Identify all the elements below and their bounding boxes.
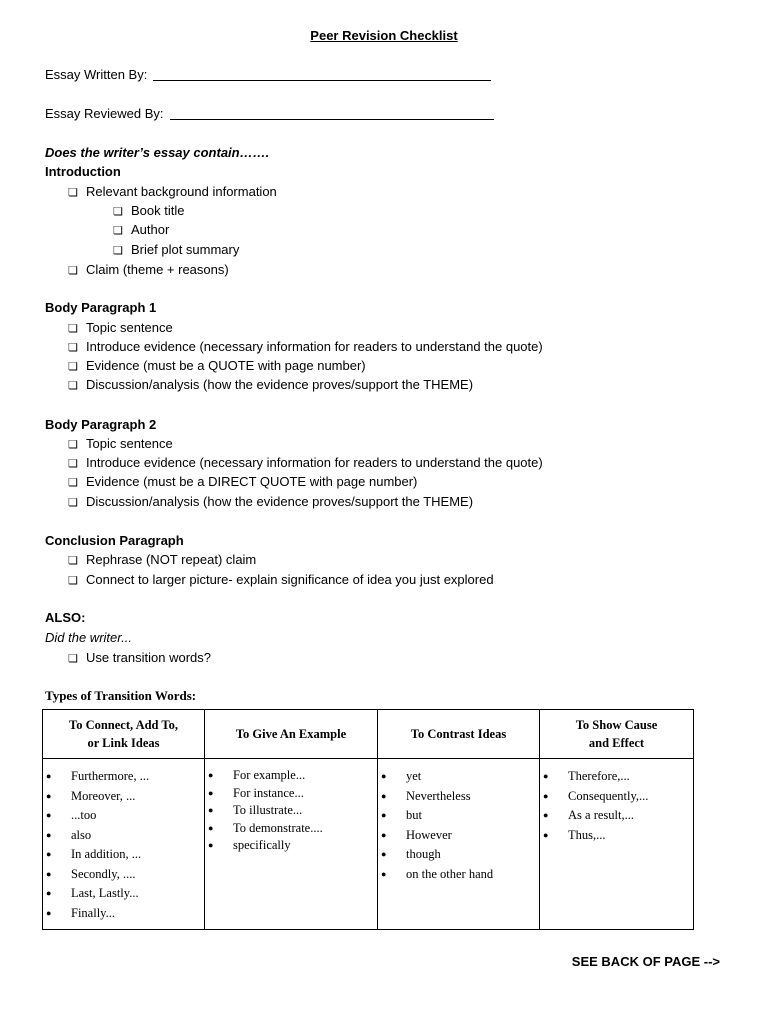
conclusion-heading: Conclusion Paragraph (45, 533, 184, 548)
written-by-field (45, 67, 491, 82)
checklist-item[interactable]: ❏ Discussion/analysis (how the evidence proves/support the THEME) (68, 494, 474, 509)
checkbox-icon[interactable]: ❏ (68, 653, 78, 665)
checklist-item[interactable]: ❏ Evidence (must be a DIRECT QUOTE with page number) (68, 474, 418, 489)
checkbox-icon[interactable]: ❏ (68, 323, 78, 335)
reviewed-by-field (45, 106, 494, 121)
checkbox-icon[interactable]: ❏ (113, 245, 123, 257)
checkbox-icon[interactable]: ❏ (68, 342, 78, 354)
checklist-item[interactable]: ❏ Topic sentence (68, 436, 173, 451)
list-item: ● To demonstrate.... (233, 820, 377, 838)
list-item: ● Furthermore, ... (71, 767, 204, 787)
checkbox-icon[interactable]: ❏ (68, 555, 78, 567)
column-header-connect: To Connect, Add To, or Link Ideas (43, 710, 205, 759)
body2-heading: Body Paragraph 2 (45, 417, 157, 432)
contrast-words-cell (378, 759, 540, 930)
checkbox-icon[interactable]: ❏ (68, 575, 78, 587)
checkbox-icon[interactable]: ❏ (68, 187, 78, 199)
list-item: ● ...too (71, 806, 204, 826)
checkbox-icon[interactable]: ❏ (68, 477, 78, 489)
list-item: ● though (406, 845, 539, 865)
checkbox-icon[interactable]: ❏ (68, 265, 78, 277)
list-item: ● yet (406, 767, 539, 787)
written-by-label: Essay Written By: (45, 67, 148, 82)
list-item: ● on the other hand (406, 865, 539, 885)
checkbox-icon[interactable]: ❏ (113, 206, 123, 218)
written-by-blank[interactable] (153, 80, 491, 81)
checklist-item[interactable]: ❏ Claim (theme + reasons) (68, 262, 229, 277)
checklist-item[interactable]: ❏ Evidence (must be a QUOTE with page number) (68, 358, 366, 373)
also-heading: ALSO: (45, 610, 86, 625)
checklist-item[interactable]: ❏ Use transition words? (68, 650, 211, 665)
column-header-example: To Give An Example (205, 710, 378, 759)
list-item: ● specifically (233, 837, 377, 855)
example-words-cell (205, 759, 378, 930)
checklist-item[interactable]: ❏ Relevant background information (68, 184, 277, 199)
list-item: ● Moreover, ... (71, 787, 204, 807)
list-item: ● Secondly, .... (71, 865, 204, 885)
list-item: ● Finally... (71, 904, 204, 924)
body1-heading: Body Paragraph 1 (45, 300, 157, 315)
checklist-item[interactable]: ❏ Connect to larger picture- explain significance of idea you just explored (68, 572, 494, 587)
column-header-contrast: To Contrast Ideas (378, 710, 540, 759)
list-item: ● As a result,... (568, 806, 693, 826)
checkbox-icon[interactable]: ❏ (68, 497, 78, 509)
list-item: ● To illustrate... (233, 802, 377, 820)
reviewed-by-label: Essay Reviewed By: (45, 106, 164, 121)
checklist-item[interactable]: ❏ Rephrase (NOT repeat) claim (68, 552, 257, 567)
list-item: ● In addition, ... (71, 845, 204, 865)
see-back-note: SEE BACK OF PAGE --> (571, 954, 720, 969)
also-prompt: Did the writer... (45, 630, 132, 645)
cause-effect-words-cell (540, 759, 694, 930)
introduction-heading: Introduction (45, 164, 121, 179)
page-title: Peer Revision Checklist (310, 28, 458, 43)
checkbox-icon[interactable]: ❏ (68, 361, 78, 373)
checklist-subitem[interactable]: ❏ Book title (113, 203, 185, 218)
list-item: ● also (71, 826, 204, 846)
checklist-item[interactable]: ❏ Topic sentence (68, 320, 173, 335)
checklist-item[interactable]: ❏ Introduce evidence (necessary information for readers to understand the quote) (68, 339, 543, 354)
connect-words-cell (43, 759, 205, 930)
checklist-question: Does the writer’s essay contain……. (45, 145, 270, 160)
list-item: ● For example... (233, 767, 377, 785)
checklist-item[interactable]: ❏ Discussion/analysis (how the evidence proves/support the THEME) (68, 377, 474, 392)
checkbox-icon[interactable]: ❏ (68, 458, 78, 470)
reviewed-by-blank[interactable] (170, 119, 494, 120)
table-header-row (43, 710, 694, 759)
list-item: ● Last, Lastly... (71, 884, 204, 904)
list-item: ● For instance... (233, 785, 377, 803)
table-row (43, 759, 694, 930)
transition-caption: Types of Transition Words: (45, 688, 197, 703)
list-item: ● Thus,... (568, 826, 693, 846)
transition-words-table (42, 709, 694, 930)
list-item: ● but (406, 806, 539, 826)
checklist-subitem[interactable]: ❏ Author (113, 222, 170, 237)
list-item: ● Nevertheless (406, 787, 539, 807)
checklist-subitem[interactable]: ❏ Brief plot summary (113, 242, 240, 257)
checkbox-icon[interactable]: ❏ (68, 439, 78, 451)
list-item: ● However (406, 826, 539, 846)
checkbox-icon[interactable]: ❏ (68, 380, 78, 392)
column-header-cause-effect: To Show Cause and Effect (540, 710, 694, 759)
list-item: ● Consequently,... (568, 787, 693, 807)
checkbox-icon[interactable]: ❏ (113, 225, 123, 237)
checklist-item[interactable]: ❏ Introduce evidence (necessary information for readers to understand the quote) (68, 455, 543, 470)
list-item: ● Therefore,... (568, 767, 693, 787)
